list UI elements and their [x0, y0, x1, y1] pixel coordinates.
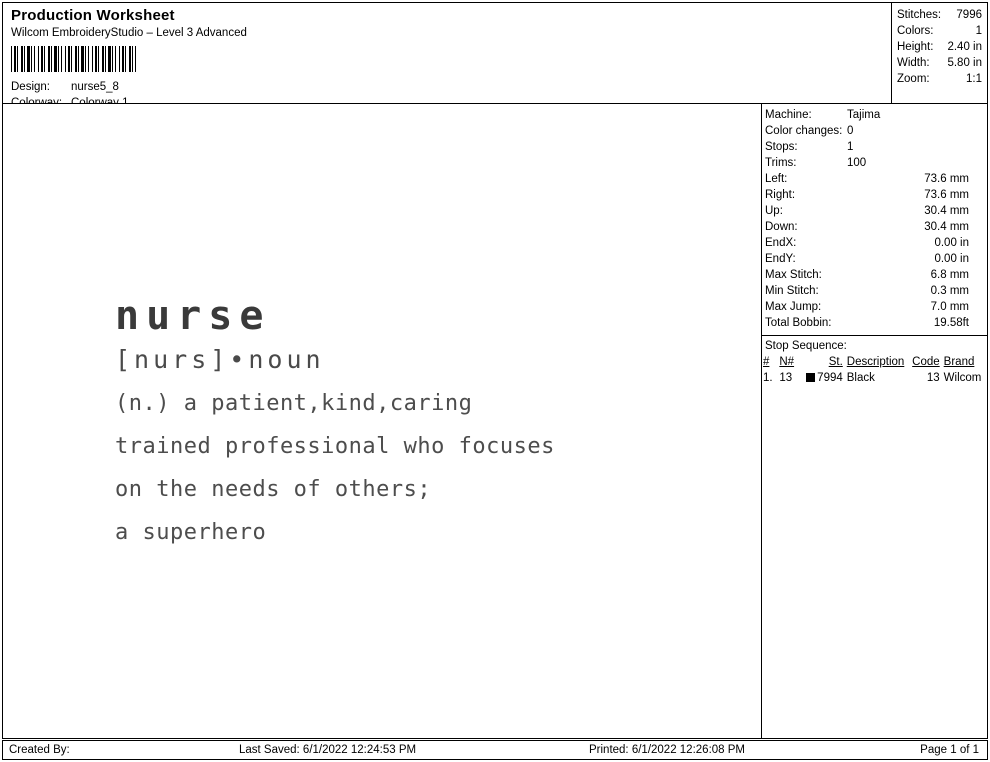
design-row [11, 79, 885, 95]
column-header-description: Description [846, 356, 905, 368]
table-row [761, 370, 987, 386]
cell-brand: Wilcom [943, 372, 982, 384]
summary-row [897, 71, 982, 87]
last-saved-label: Last Saved: 6/1/2022 12:24:53 PM [239, 744, 417, 756]
summary-label: Width: [897, 57, 930, 69]
info-value: 6.8 mm [930, 269, 969, 281]
cell-needle: 13 [779, 372, 793, 384]
column-header-index: # [763, 356, 770, 368]
summary-value: 5.80 in [947, 57, 982, 69]
header-left-block [3, 3, 893, 103]
summary-value: 7996 [956, 9, 982, 21]
info-row [761, 235, 987, 251]
info-key: Machine: [765, 109, 812, 121]
cell-stitches [800, 370, 845, 386]
design-label: Design: [11, 81, 50, 93]
stop-sequence-title: Stop Sequence: [761, 335, 987, 354]
machine-info-list [761, 104, 987, 331]
summary-stats-panel [891, 3, 987, 103]
info-row [761, 267, 987, 283]
summary-row [897, 23, 982, 39]
info-value: Tajima [847, 109, 881, 121]
info-key: EndX: [765, 237, 797, 249]
info-key: Total Bobbin: [765, 317, 832, 329]
design-definition-line: (n.) a patient,kind,caring [115, 391, 473, 416]
summary-value: 1:1 [966, 73, 982, 85]
info-value: 73.6 mm [924, 189, 969, 201]
info-key: Up: [765, 205, 783, 217]
info-key: Max Stitch: [765, 269, 822, 281]
design-definition-line: trained professional who focuses [115, 434, 555, 459]
header-panel [2, 2, 988, 104]
column-header-code: Code [912, 356, 940, 368]
page-number-label: Page 1 of 1 [920, 744, 979, 756]
info-key: Right: [765, 189, 796, 201]
info-row [761, 315, 987, 331]
printed-label: Printed: 6/1/2022 12:26:08 PM [589, 744, 745, 756]
info-value: 0 [847, 125, 854, 137]
table-header-row [761, 354, 987, 370]
info-value: 30.4 mm [924, 205, 969, 217]
cell-index: 1. [763, 372, 773, 384]
summary-value: 1 [975, 25, 982, 37]
summary-label: Height: [897, 41, 934, 53]
info-value: 100 [847, 157, 867, 169]
design-canvas [2, 103, 762, 739]
summary-label: Zoom: [897, 73, 930, 85]
info-value: 30.4 mm [924, 221, 969, 233]
design-definition-line: a superhero [115, 520, 267, 545]
summary-label: Colors: [897, 25, 934, 37]
info-value: 1 [847, 141, 854, 153]
info-value: 19.58ft [933, 317, 969, 329]
summary-label: Stitches: [897, 9, 942, 21]
summary-row [897, 55, 982, 71]
info-key: Stops: [765, 141, 798, 153]
barcode-icon [11, 46, 136, 72]
info-value: 0.3 mm [930, 285, 969, 297]
info-value: 0.00 in [934, 237, 969, 249]
color-swatch-icon [806, 373, 815, 382]
design-value: nurse5_8 [71, 81, 119, 93]
info-value: 73.6 mm [924, 173, 969, 185]
summary-row [897, 7, 982, 23]
design-word: nurse [115, 293, 271, 339]
info-value: 7.0 mm [930, 301, 969, 313]
info-row [761, 299, 987, 315]
info-row [761, 219, 987, 235]
created-by-label: Created By: [9, 744, 70, 756]
info-row [761, 123, 987, 139]
application-name: Wilcom EmbroideryStudio – Level 3 Advanced [11, 27, 247, 39]
info-row [761, 187, 987, 203]
info-row [761, 251, 987, 267]
info-row [761, 283, 987, 299]
info-row [761, 203, 987, 219]
design-artwork [115, 294, 715, 552]
info-row [761, 155, 987, 171]
info-row [761, 139, 987, 155]
info-key: EndY: [765, 253, 796, 265]
info-key: Min Stitch: [765, 285, 819, 297]
summary-row [897, 39, 982, 55]
cell-description: Black [846, 372, 875, 384]
design-definition-line: on the needs of others; [115, 477, 432, 502]
info-key: Max Jump: [765, 301, 822, 313]
machine-info-panel [761, 103, 988, 739]
footer-bar [2, 740, 988, 760]
cell-stitches-value: 7994 [817, 372, 843, 384]
column-header-brand: Brand [943, 356, 975, 368]
info-key: Trims: [765, 157, 797, 169]
column-header-stitches: St. [828, 356, 843, 368]
info-key: Down: [765, 221, 798, 233]
page-title: Production Worksheet [11, 7, 175, 24]
info-row [761, 107, 987, 123]
stop-sequence-table [761, 354, 987, 386]
info-key: Left: [765, 173, 788, 185]
summary-value: 2.40 in [947, 41, 982, 53]
design-pronunciation: [nurs]•noun [115, 345, 325, 374]
column-header-needle: N# [779, 356, 795, 368]
info-value: 0.00 in [934, 253, 969, 265]
cell-code: 13 [926, 372, 940, 384]
info-row [761, 171, 987, 187]
info-key: Color changes: [765, 125, 843, 137]
